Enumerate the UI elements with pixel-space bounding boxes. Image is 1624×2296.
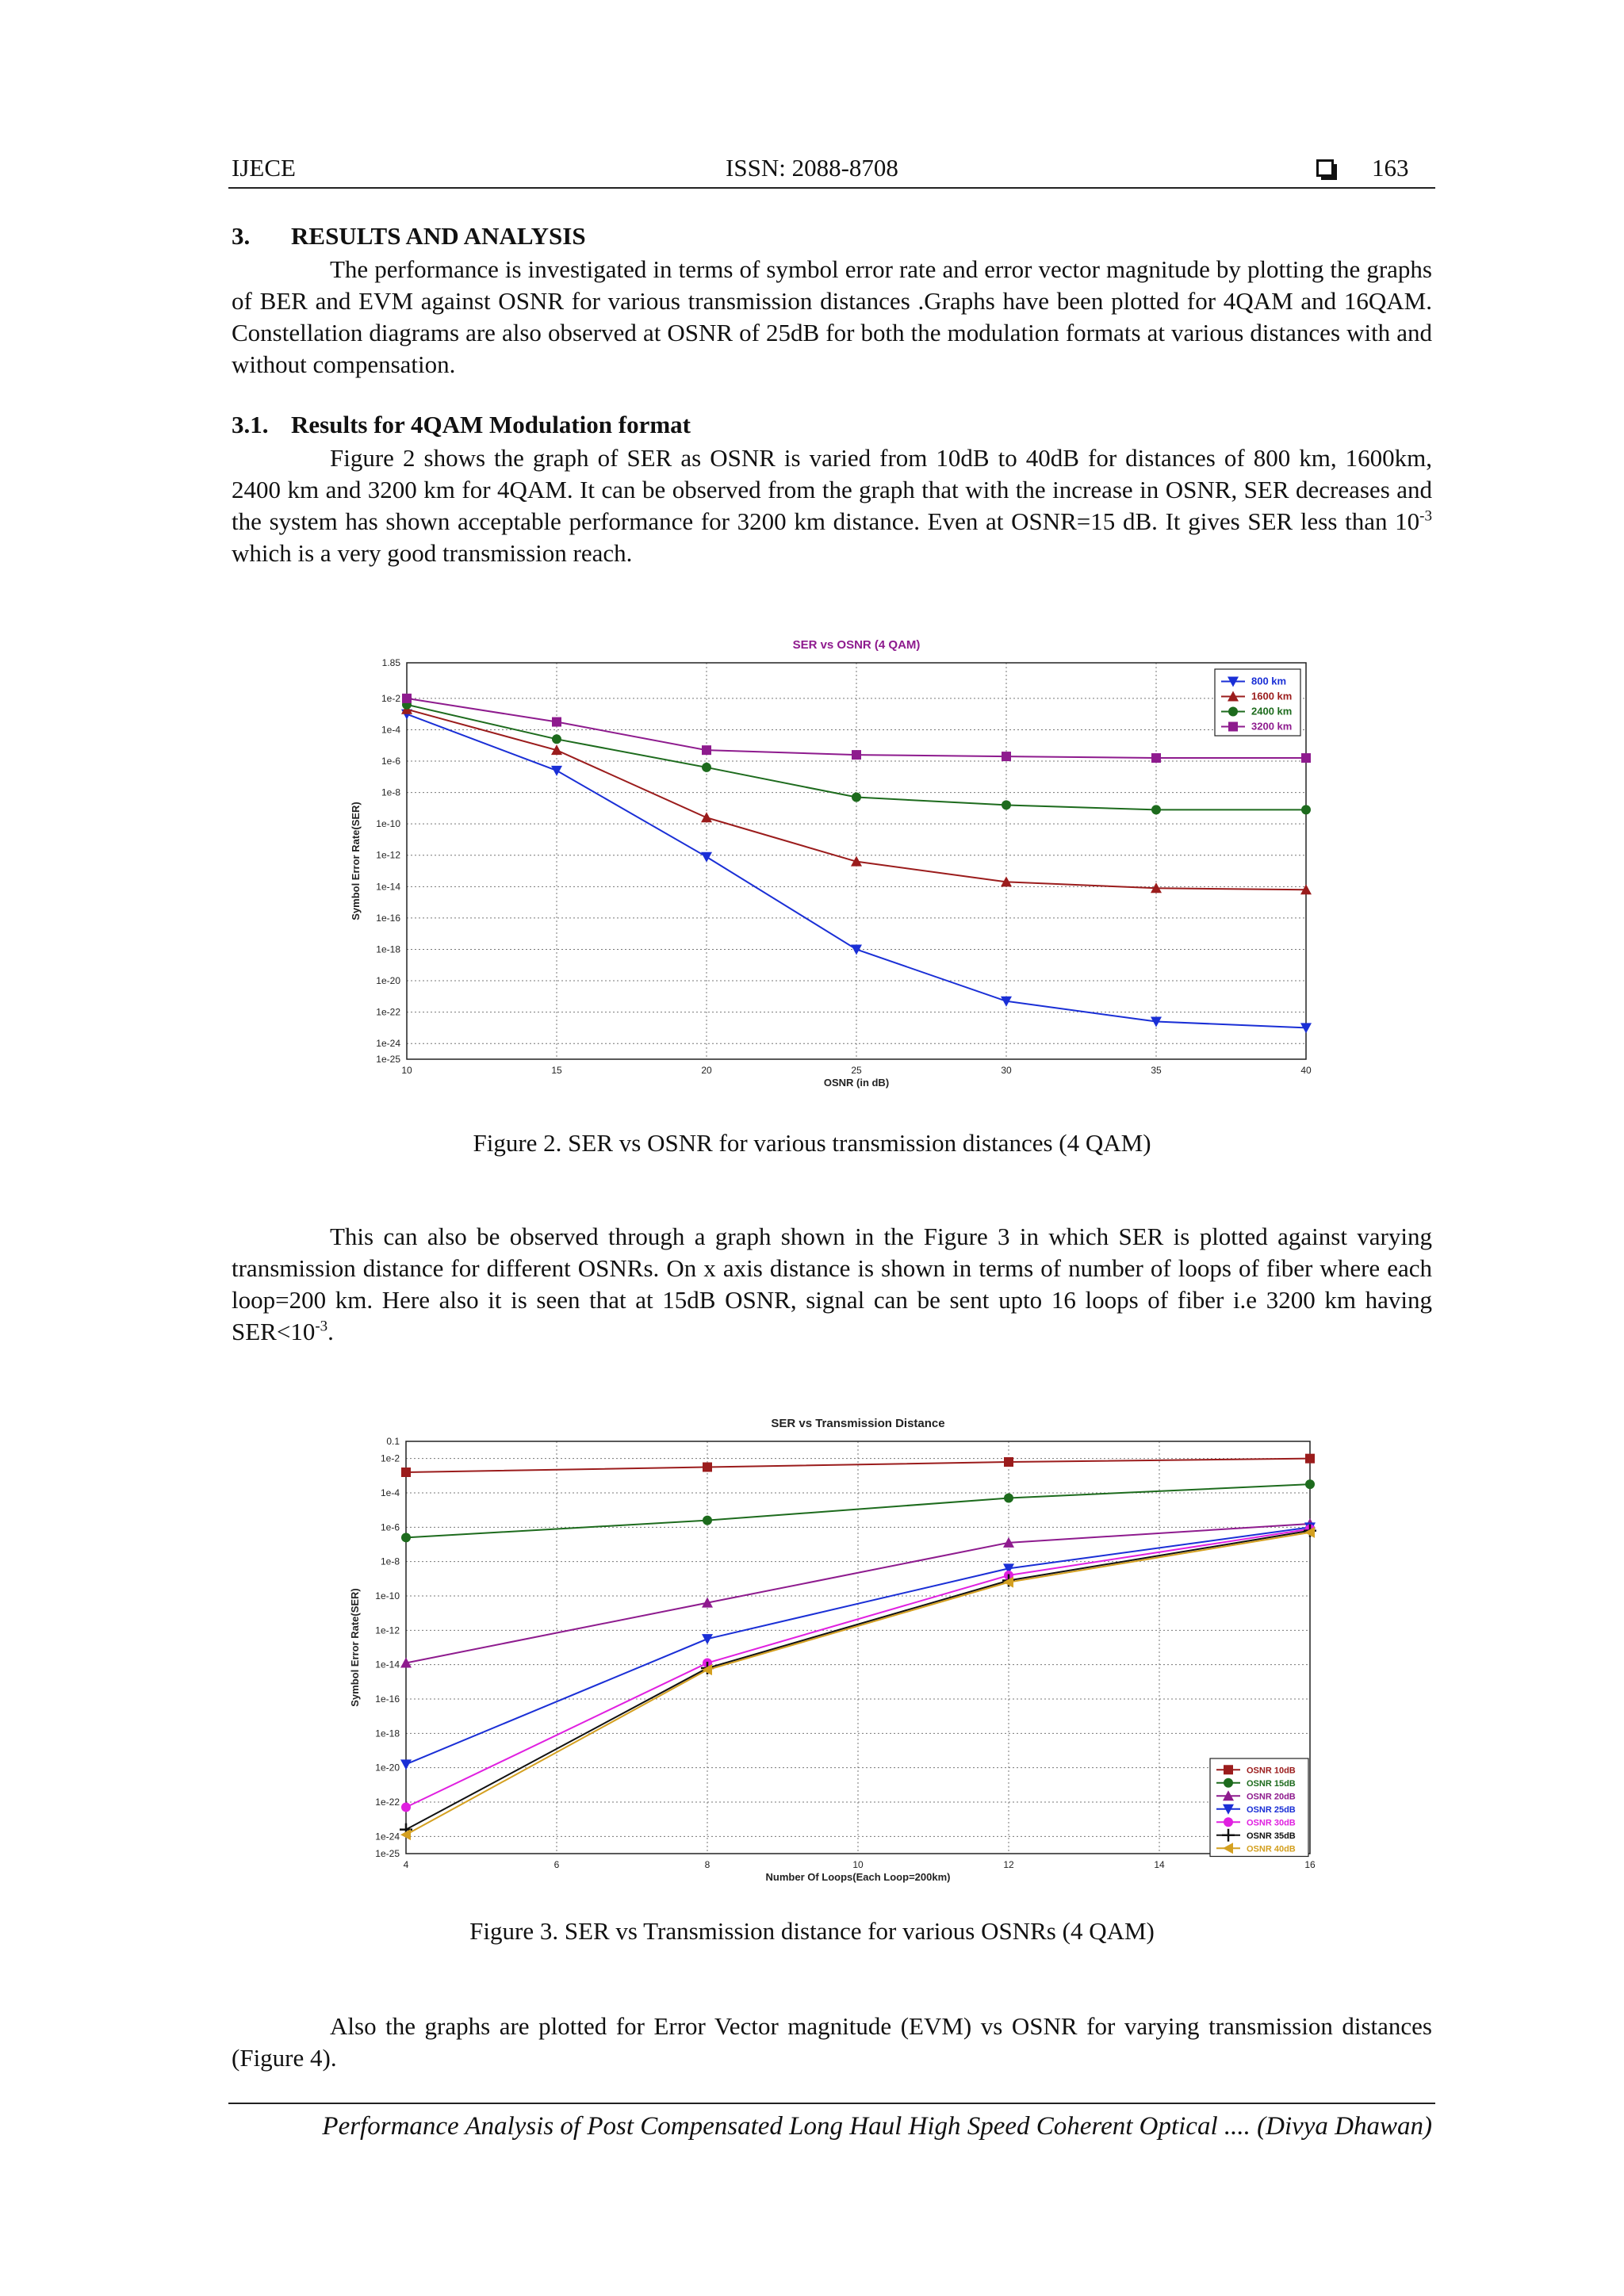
data-point <box>703 1516 712 1525</box>
data-point <box>702 745 711 755</box>
data-point <box>552 718 561 727</box>
legend-label: 3200 km <box>1251 720 1293 733</box>
y-tick-label: 1e-12 <box>376 849 400 861</box>
y-tick-label: 1e-12 <box>375 1624 400 1636</box>
y-tick-label: 1e-16 <box>375 1693 400 1705</box>
y-tick-label: 1e-22 <box>375 1797 400 1808</box>
series-osnr-25db <box>400 1522 1316 1770</box>
x-tick-label: 40 <box>1300 1065 1312 1076</box>
x-tick-label: 4 <box>403 1859 409 1870</box>
data-point <box>702 763 711 772</box>
x-tick-label: 20 <box>701 1065 712 1076</box>
legend-marker <box>1224 1765 1233 1774</box>
para-text: This can also be observed through a graph shown in the Figure 3 in which SER is plotted against varying transmission distance for different OSNRs. On x axis distance is shown in terms of number of loops of fiber where each loop=200 km. Here also it is seen that at 15dB OSNR, signal can be sent upto 16 loops of fiber i.e 3200 km having SER<10 <box>232 1223 1432 1345</box>
y-axis-label: Symbol Error Rate(SER) <box>349 1588 361 1707</box>
section-number: 3. <box>232 222 251 250</box>
legend-item <box>1216 1817 1296 1827</box>
para-text: Figure 2 shows the graph of SER as OSNR is varied from 10dB to 40dB for distances of 800 km, 1600km, 2400 km and 3200 km for 4QAM. It can be observed from the graph that with the increase in OSNR, SER decreases and the system has shown acceptable performance for 3200 km distance. Even at OSNR=15 dB. It gives SER less than 10 <box>232 444 1432 535</box>
legend-label: 800 km <box>1251 675 1287 687</box>
footer-rule <box>228 2103 1435 2104</box>
legend-label: OSNR 15dB <box>1247 1778 1296 1789</box>
x-tick-label: 10 <box>852 1859 864 1870</box>
y-tick-label: 0.1 <box>386 1436 400 1447</box>
data-point <box>1002 800 1011 809</box>
footer-citation: Performance Analysis of Post Compensated Long Haul High Speed Coherent Optical .... (Divya Dhawan) <box>322 2112 1432 2141</box>
legend-marker <box>1228 707 1238 717</box>
section-3-heading <box>232 222 586 251</box>
data-point <box>1151 805 1161 814</box>
data-point <box>703 1463 712 1472</box>
legend-label: OSNR 20dB <box>1247 1792 1296 1802</box>
data-point <box>1002 752 1011 761</box>
section-3-1-paragraph <box>232 442 1432 569</box>
x-tick-label: 25 <box>851 1065 862 1076</box>
data-point <box>702 1634 713 1644</box>
y-tick-label: 1e-16 <box>376 912 400 924</box>
journal-abbrev: IJECE <box>232 154 296 182</box>
y-tick-label: 1e-4 <box>381 724 400 736</box>
data-point <box>701 852 712 863</box>
figure-3-intro-paragraph <box>232 1221 1432 1348</box>
data-point <box>1004 1494 1013 1503</box>
x-tick-label: 30 <box>1001 1065 1012 1076</box>
y-tick-label: 1e-18 <box>375 1728 400 1739</box>
y-axis-label: Symbol Error Rate(SER) <box>350 802 362 920</box>
data-point <box>402 694 412 703</box>
x-tick-label: 16 <box>1304 1859 1316 1870</box>
data-point <box>852 750 861 760</box>
section-3-1-heading <box>232 411 691 439</box>
figure-2-chart <box>349 631 1316 1107</box>
y-tick-label: 1e-2 <box>380 1452 400 1464</box>
data-point <box>1004 1457 1013 1467</box>
y-tick-label: 1e-2 <box>381 692 400 704</box>
series-line <box>406 1527 1310 1764</box>
legend-item <box>1216 1790 1296 1801</box>
section-3-paragraph: The performance is investigated in terms of symbol error rate and error vector magnitude by plotting the graphs of BER and EVM against OSNR for various transmission distances .Graphs have been plotted for 4QAM and 16QAM. Constellation diagrams are also observed at OSNR of 25dB for both the modulation formats at various distances with and without compensation. <box>232 255 1432 378</box>
legend-item <box>1216 1765 1296 1775</box>
data-point <box>401 1803 411 1812</box>
data-point <box>701 812 712 822</box>
x-tick-label: 6 <box>553 1859 560 1870</box>
y-tick-label: 1e-25 <box>376 1054 400 1065</box>
legend-label: OSNR 35dB <box>1247 1831 1296 1841</box>
para-text-end: which is a very good transmission reach. <box>232 539 633 567</box>
x-tick-label: 10 <box>401 1065 412 1076</box>
data-point <box>1151 753 1161 763</box>
para-sup: -3 <box>1419 507 1432 525</box>
legend-label: OSNR 25dB <box>1247 1804 1296 1815</box>
y-tick-label: 1e-10 <box>376 818 400 830</box>
figure-3-chart <box>346 1414 1321 1890</box>
data-point <box>1305 1479 1315 1489</box>
legend-label: OSNR 40dB <box>1247 1844 1296 1854</box>
y-tick-label: 1e-8 <box>380 1556 400 1567</box>
data-point <box>852 793 861 802</box>
legend-item <box>1216 1778 1296 1789</box>
y-tick-label: 1e-22 <box>376 1006 400 1018</box>
y-tick-label: 1e-20 <box>376 975 400 987</box>
data-point <box>551 766 562 776</box>
para-sup: -3 <box>315 1318 328 1335</box>
x-tick-label: 14 <box>1154 1859 1165 1870</box>
y-tick-label: 1e-4 <box>380 1487 400 1498</box>
square-bullet-icon <box>1316 159 1334 177</box>
legend-item <box>1221 706 1292 718</box>
y-tick-label: 1e-25 <box>375 1848 400 1859</box>
legend-label: 2400 km <box>1251 705 1293 718</box>
x-tick-label: 12 <box>1003 1859 1014 1870</box>
page-number-group <box>1316 154 1409 182</box>
y-tick-label: 1e-20 <box>375 1762 400 1774</box>
figure-2-caption: Figure 2. SER vs OSNR for various transmission distances (4 QAM) <box>473 1129 1151 1157</box>
data-point <box>401 1533 411 1542</box>
page-number: 163 <box>1372 154 1409 182</box>
evm-paragraph: Also the graphs are plotted for Error Vector magnitude (EVM) vs OSNR for varying transmission distances (Figure 4). <box>232 2012 1432 2072</box>
section-title: RESULTS AND ANALYSIS <box>291 222 586 250</box>
y-tick-label: 1e-8 <box>381 786 400 798</box>
header-rule <box>228 187 1435 189</box>
legend-marker <box>1228 722 1238 732</box>
legend-item <box>1216 1804 1296 1815</box>
legend-marker <box>1224 1778 1233 1788</box>
x-axis-label: Number Of Loops(Each Loop=200km) <box>765 1871 951 1883</box>
x-tick-label: 35 <box>1151 1065 1162 1076</box>
legend-marker <box>1224 1817 1233 1827</box>
data-point <box>552 734 561 744</box>
y-tick-label: 1e-24 <box>376 1038 400 1050</box>
data-point <box>1305 1454 1315 1464</box>
x-tick-label: 15 <box>551 1065 562 1076</box>
data-point <box>1301 805 1311 814</box>
para-text-end: . <box>327 1318 334 1345</box>
x-axis-label: OSNR (in dB) <box>823 1077 890 1089</box>
issn: ISSN: 2088-8708 <box>726 154 898 182</box>
legend-label: 1600 km <box>1251 690 1293 702</box>
figure-3-caption: Figure 3. SER vs Transmission distance for various OSNRs (4 QAM) <box>469 1917 1155 1945</box>
y-tick-label: 1.85 <box>381 656 400 668</box>
y-tick-label: 1e-14 <box>376 881 400 893</box>
subsection-title: Results for 4QAM Modulation format <box>291 411 691 438</box>
legend-item <box>1221 721 1292 733</box>
legend-label: OSNR 10dB <box>1247 1766 1296 1776</box>
y-tick-label: 1e-14 <box>375 1659 400 1670</box>
legend-item <box>1216 1829 1296 1842</box>
y-tick-label: 1e-6 <box>380 1521 400 1533</box>
chart-title: SER vs OSNR (4 QAM) <box>792 638 921 652</box>
y-tick-label: 1e-24 <box>375 1831 400 1843</box>
chart-title: SER vs Transmission Distance <box>771 1417 945 1430</box>
data-point <box>1301 753 1311 763</box>
data-point <box>400 1759 412 1770</box>
y-tick-label: 1e-10 <box>375 1590 400 1601</box>
y-tick-label: 1e-18 <box>376 943 400 955</box>
legend-label: OSNR 30dB <box>1247 1818 1296 1828</box>
x-tick-label: 8 <box>704 1859 710 1870</box>
subsection-number: 3.1. <box>232 411 269 438</box>
data-point <box>401 1468 411 1477</box>
y-tick-label: 1e-6 <box>381 756 400 767</box>
